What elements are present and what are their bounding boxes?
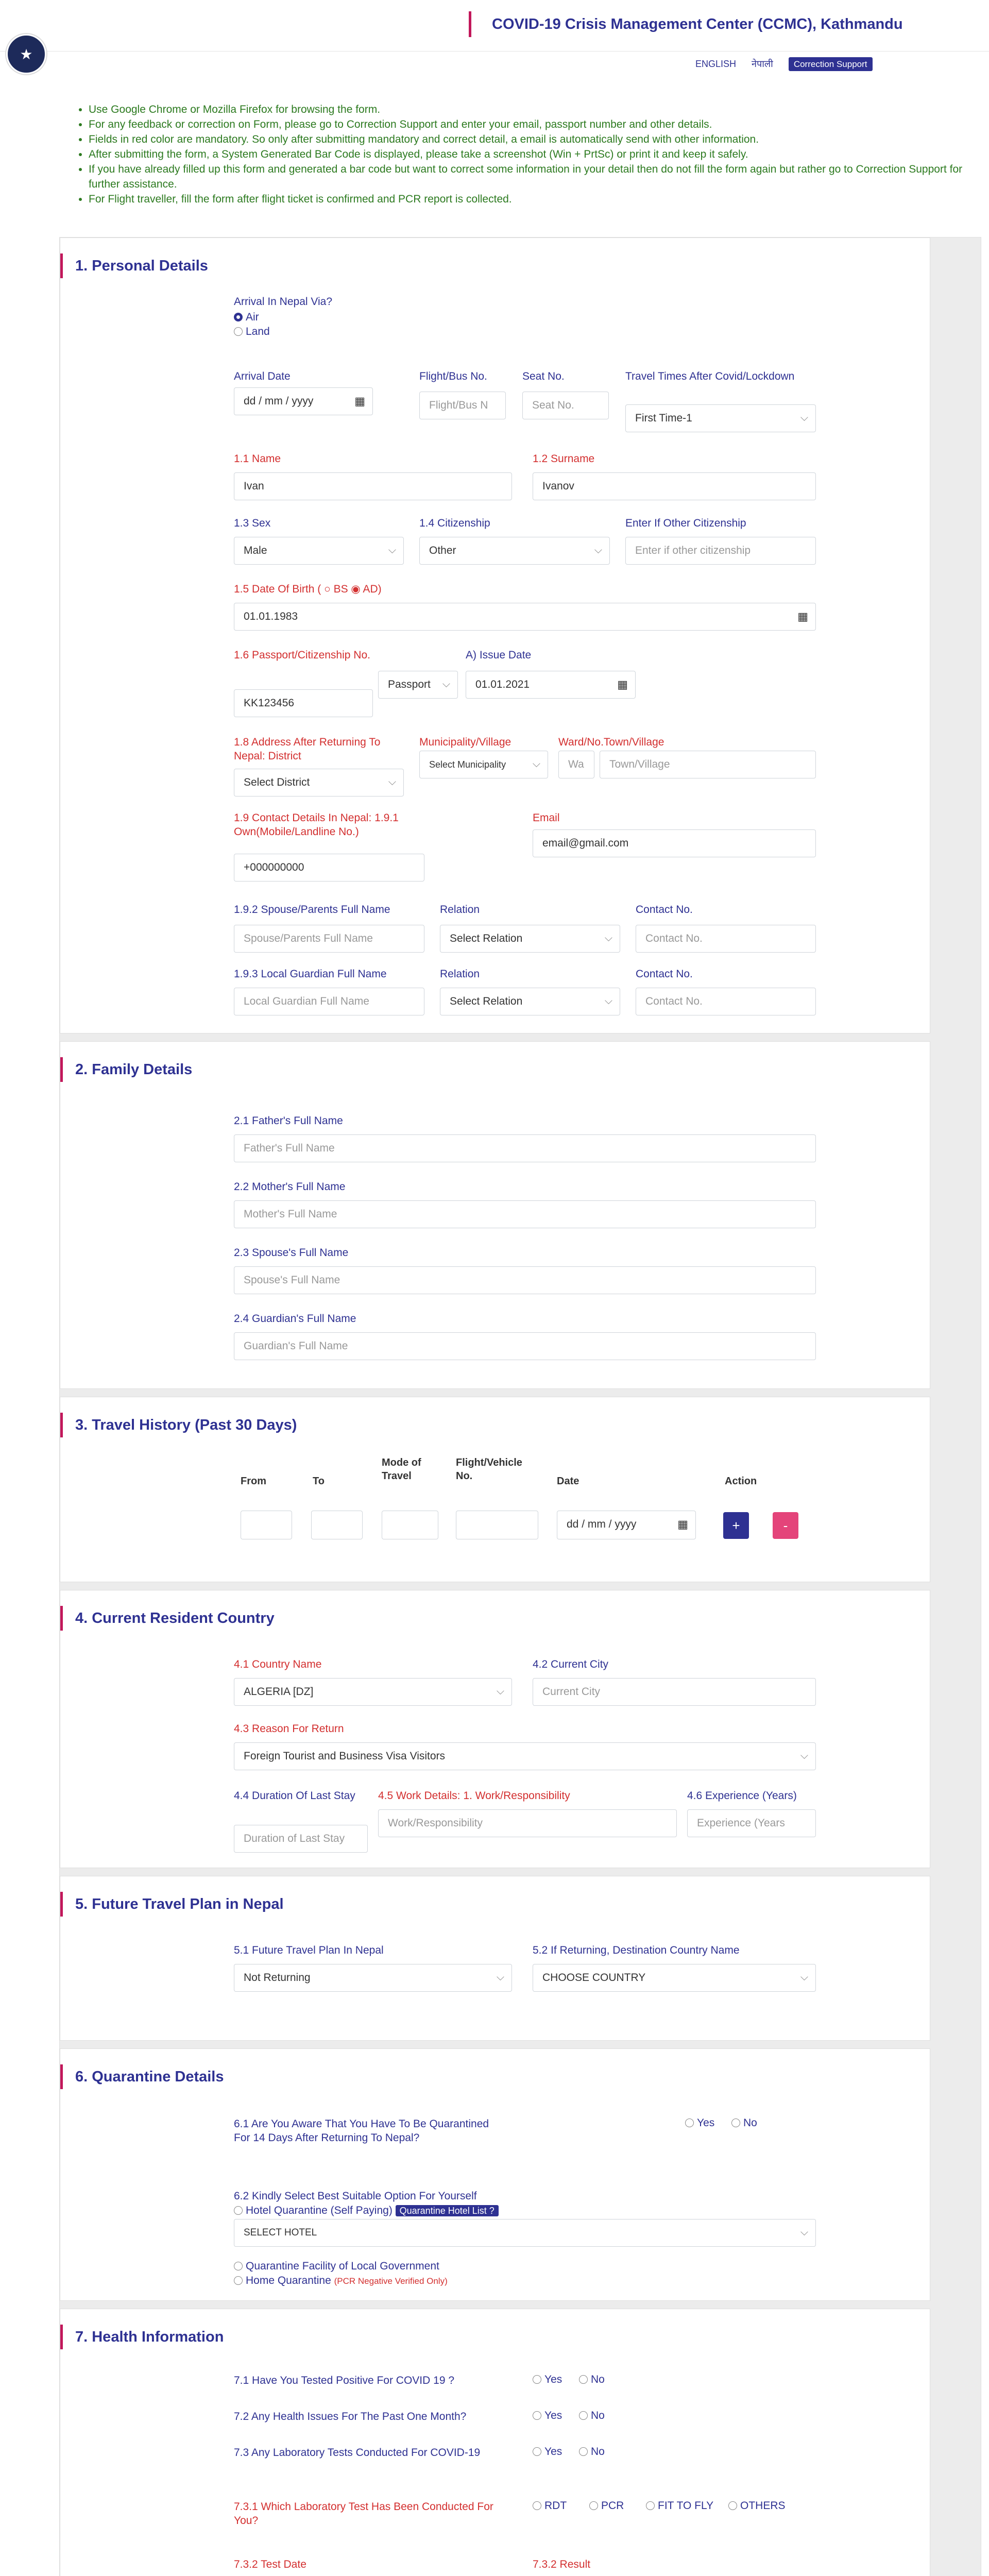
- notice-item: • After submitting the form, a System Generated Bar Code is displayed, please take a screenshot (Win + PrtSc) or print it and keep it safely.: [89, 147, 967, 162]
- q-lab-tests: 7.3 Any Laboratory Tests Conducted For COVID-19: [234, 2447, 481, 2459]
- destination-label: 5.2 If Returning, Destination Country Name: [533, 1944, 740, 1956]
- to-input[interactable]: [311, 1511, 363, 1539]
- reason-label: 4.3 Reason For Return: [234, 1723, 344, 1735]
- section-health-info: [60, 2309, 930, 2576]
- header: [0, 0, 989, 52]
- dob-input[interactable]: 01.01.1983 ▦: [234, 603, 816, 631]
- guardian-relation-label: Relation: [440, 968, 480, 980]
- guardian-relation-select[interactable]: Select Relation ⌵: [440, 988, 620, 1015]
- rdt-radio[interactable]: RDT: [533, 2500, 567, 2512]
- relation-label: Relation: [440, 904, 480, 916]
- q-tested-positive: 7.1 Have You Tested Positive For COVID 19 ?: [234, 2375, 455, 2386]
- ccmc-logo[interactable]: ★: [6, 34, 46, 74]
- notice-item: • For any feedback or correction on Form, please go to Correction Support and enter your email, passport number and other details.: [89, 117, 967, 132]
- yes-radio[interactable]: Yes: [533, 2410, 562, 2422]
- quarantine-hotel-list-link[interactable]: Quarantine Hotel List ?: [396, 2205, 499, 2216]
- experience-input[interactable]: Experience (Years: [687, 1809, 816, 1837]
- dob-label[interactable]: 1.5 Date Of Birth ( ○ BS ◉ AD): [234, 583, 382, 595]
- issue-date-input[interactable]: 01.01.2021 ▦: [466, 671, 636, 699]
- guardian-label: 2.4 Guardian's Full Name: [234, 1313, 356, 1325]
- notice-item: • Use Google Chrome or Mozilla Firefox for browsing the form.: [89, 102, 967, 117]
- home-quarantine-radio[interactable]: Home Quarantine (PCR Negative Verified Only): [234, 2275, 448, 2287]
- yes-radio[interactable]: Yes: [533, 2446, 562, 2458]
- aware-no-radio[interactable]: No: [731, 2117, 757, 2129]
- aware-yes-radio[interactable]: Yes: [685, 2117, 714, 2129]
- seat-no-input[interactable]: Seat No.: [522, 392, 609, 419]
- guardian-contact-input[interactable]: Contact No.: [636, 988, 816, 1015]
- arrival-date-label: Arrival Date: [234, 370, 291, 382]
- no-radio[interactable]: No: [579, 2374, 605, 2386]
- ward-label: Ward/No.Town/Village: [558, 736, 664, 748]
- section-quarantine: [60, 2048, 930, 2301]
- contact-no-input[interactable]: Contact No.: [636, 925, 816, 953]
- contact-own-input[interactable]: +000000000: [234, 854, 424, 882]
- father-input[interactable]: Father's Full Name: [234, 1134, 816, 1162]
- q-which-test: 7.3.1 Which Laboratory Test Has Been Conducted For You?: [234, 2501, 493, 2527]
- add-row-button[interactable]: +: [723, 1512, 749, 1539]
- section-personal-details: [60, 238, 930, 1033]
- passport-label: 1.6 Passport/Citizenship No.: [234, 649, 370, 661]
- notice-item: • For Flight traveller, fill the form after flight ticket is confirmed and PCR report is collected.: [89, 192, 967, 207]
- email-label: Email: [533, 812, 560, 824]
- email-input[interactable]: email@gmail.com: [533, 829, 816, 857]
- language-nav: [695, 58, 873, 70]
- local-guardian-label: 1.9.3 Local Guardian Full Name: [234, 968, 387, 980]
- section-title: 6. Quarantine Details: [60, 2064, 224, 2089]
- other-citizenship-input[interactable]: Enter if other citizenship: [625, 537, 816, 565]
- col-action: Action: [725, 1476, 757, 1487]
- mother-input[interactable]: Mother's Full Name: [234, 1200, 816, 1228]
- radio-air[interactable]: Air: [234, 311, 259, 324]
- col-date: Date: [557, 1476, 579, 1487]
- col-from: From: [241, 1476, 266, 1487]
- local-quarantine-radio[interactable]: Quarantine Facility of Local Government: [234, 2260, 439, 2273]
- section-title: 3. Travel History (Past 30 Days): [60, 1413, 297, 1437]
- section-title: 4. Current Resident Country: [60, 1606, 275, 1631]
- future-plan-label: 5.1 Future Travel Plan In Nepal: [234, 1944, 384, 1956]
- other-citizenship-label: Enter If Other Citizenship: [625, 517, 746, 529]
- radio-land[interactable]: Land: [234, 326, 270, 338]
- flight-vehicle-input[interactable]: [456, 1511, 538, 1539]
- father-label: 2.1 Father's Full Name: [234, 1115, 343, 1127]
- no-radio[interactable]: No: [579, 2410, 605, 2422]
- sex-select[interactable]: Male ⌵: [234, 537, 404, 565]
- seat-no-label: Seat No.: [522, 370, 565, 382]
- guardian-contact-label: Contact No.: [636, 968, 693, 980]
- local-guardian-input[interactable]: Local Guardian Full Name: [234, 988, 424, 1015]
- address-district-label: 1.8 Address After Returning To Nepal: District: [234, 736, 381, 762]
- sex-label: 1.3 Sex: [234, 517, 271, 529]
- municipality-select[interactable]: Select Municipality ⌵: [419, 751, 548, 778]
- result-label: 7.3.2 Result: [533, 2558, 591, 2570]
- from-input[interactable]: [241, 1511, 292, 1539]
- notice-list: [77, 102, 967, 207]
- city-input[interactable]: Current City: [533, 1678, 816, 1706]
- spouse-parents-label: 1.9.2 Spouse/Parents Full Name: [234, 904, 390, 916]
- form-container: [59, 237, 981, 2576]
- hotel-select[interactable]: SELECT HOTEL ⌵: [234, 2219, 816, 2247]
- hotel-quarantine-radio[interactable]: Hotel Quarantine (Self Paying) Quarantine Hotel List ?: [234, 2205, 499, 2217]
- section-travel-history: [60, 1397, 930, 1582]
- travel-date-input[interactable]: dd / mm / yyyy ▦: [557, 1511, 696, 1539]
- passport-type-select[interactable]: Passport ⌵: [378, 671, 458, 699]
- col-mode: Mode of Travel: [382, 1457, 421, 1482]
- section-title: 2. Family Details: [60, 1057, 192, 1082]
- country-label: 4.1 Country Name: [234, 1658, 322, 1670]
- relation-select[interactable]: Select Relation ⌵: [440, 925, 620, 953]
- surname-input[interactable]: Ivanov: [533, 472, 816, 500]
- lang-english-link[interactable]: ENGLISH: [695, 59, 737, 69]
- quarantine-aware-label: 6.1 Are You Aware That You Have To Be Quarantined For 14 Days After Returning To Nepal?: [234, 2118, 489, 2144]
- city-label: 4.2 Current City: [533, 1658, 609, 1670]
- duration-input[interactable]: Duration of Last Stay: [234, 1825, 368, 1853]
- remove-row-button[interactable]: -: [773, 1512, 798, 1539]
- travel-times-label: Travel Times After Covid/Lockdown: [625, 370, 795, 382]
- work-label: 4.5 Work Details: 1. Work/Responsibility: [378, 1790, 570, 1802]
- duration-label: 4.4 Duration Of Last Stay: [234, 1790, 355, 1802]
- name-input[interactable]: Ivan: [234, 472, 512, 500]
- section-title: 1. Personal Details: [60, 253, 208, 278]
- spouse-input[interactable]: Spouse's Full Name: [234, 1266, 816, 1294]
- fit-to-fly-radio[interactable]: FIT TO FLY: [646, 2500, 713, 2512]
- notice-item: • If you have already filled up this form and generated a bar code but want to correct some information in your detail then do not fill the form again but rather go to Correction Support for further assistance.: [89, 162, 967, 192]
- site-title: COVID-19 Crisis Management Center (CCMC), Kathmandu: [469, 11, 903, 37]
- district-select[interactable]: Select District ⌵: [234, 769, 404, 796]
- flight-no-label: Flight/Bus No.: [419, 370, 487, 382]
- mode-input[interactable]: [382, 1511, 438, 1539]
- col-to: To: [313, 1476, 325, 1487]
- arrival-date-input[interactable]: dd / mm / yyyy ▦: [234, 387, 373, 415]
- municipality-label: Municipality/Village: [419, 736, 511, 748]
- no-radio[interactable]: No: [579, 2446, 605, 2458]
- quarantine-option-label: 6.2 Kindly Select Best Suitable Option For Yourself: [234, 2190, 477, 2202]
- work-input[interactable]: Work/Responsibility: [378, 1809, 677, 1837]
- spouse-label: 2.3 Spouse's Full Name: [234, 1247, 349, 1259]
- section-current-country: [60, 1590, 930, 1868]
- section-title: 5. Future Travel Plan in Nepal: [60, 1892, 284, 1917]
- country-select[interactable]: ALGERIA [DZ] ⌵: [234, 1678, 512, 1706]
- citizenship-select[interactable]: Other ⌵: [419, 537, 610, 565]
- section-family-details: [60, 1041, 930, 1389]
- passport-input[interactable]: KK123456: [234, 689, 373, 717]
- name-label: 1.1 Name: [234, 453, 281, 465]
- ward-input[interactable]: Wa: [558, 751, 594, 778]
- travel-times-select[interactable]: First Time-1 ⌵: [625, 404, 816, 432]
- contact-no-label: Contact No.: [636, 904, 693, 916]
- citizenship-label: 1.4 Citizenship: [419, 517, 490, 529]
- contact-own-label: 1.9 Contact Details In Nepal: 1.9.1 Own(Mobile/Landline No.): [234, 812, 399, 838]
- reason-select[interactable]: Foreign Tourist and Business Visa Visitors ⌵: [234, 1742, 816, 1770]
- destination-select[interactable]: CHOOSE COUNTRY ⌵: [533, 1964, 816, 1992]
- lang-nepali-link[interactable]: नेपाली: [752, 59, 773, 69]
- spouse-parents-input[interactable]: Spouse/Parents Full Name: [234, 925, 424, 953]
- flight-no-input[interactable]: Flight/Bus N: [419, 392, 506, 419]
- arrival-via-label: Arrival In Nepal Via?: [234, 296, 333, 308]
- q-health-issues: 7.2 Any Health Issues For The Past One Month?: [234, 2411, 467, 2422]
- test-date-label: 7.3.2 Test Date: [234, 2558, 306, 2570]
- correction-support-button[interactable]: Correction Support: [789, 57, 873, 71]
- town-input[interactable]: Town/Village: [600, 751, 816, 778]
- issue-date-label: A) Issue Date: [466, 649, 532, 661]
- pcr-radio[interactable]: PCR: [589, 2500, 624, 2512]
- col-flight: Flight/Vehicle No.: [456, 1457, 522, 1482]
- experience-label: 4.6 Experience (Years): [687, 1790, 797, 1802]
- section-future-travel: [60, 1876, 930, 2041]
- surname-label: 1.2 Surname: [533, 453, 595, 465]
- future-plan-select[interactable]: Not Returning ⌵: [234, 1964, 512, 1992]
- notice-item: • Fields in red color are mandatory. So only after submitting mandatory and correct detail, a email is automatically send with other information.: [89, 132, 967, 147]
- others-radio[interactable]: OTHERS: [728, 2500, 786, 2512]
- section-title: 7. Health Information: [60, 2325, 224, 2349]
- yes-radio[interactable]: Yes: [533, 2374, 562, 2386]
- mother-label: 2.2 Mother's Full Name: [234, 1181, 346, 1193]
- guardian-input[interactable]: Guardian's Full Name: [234, 1332, 816, 1360]
